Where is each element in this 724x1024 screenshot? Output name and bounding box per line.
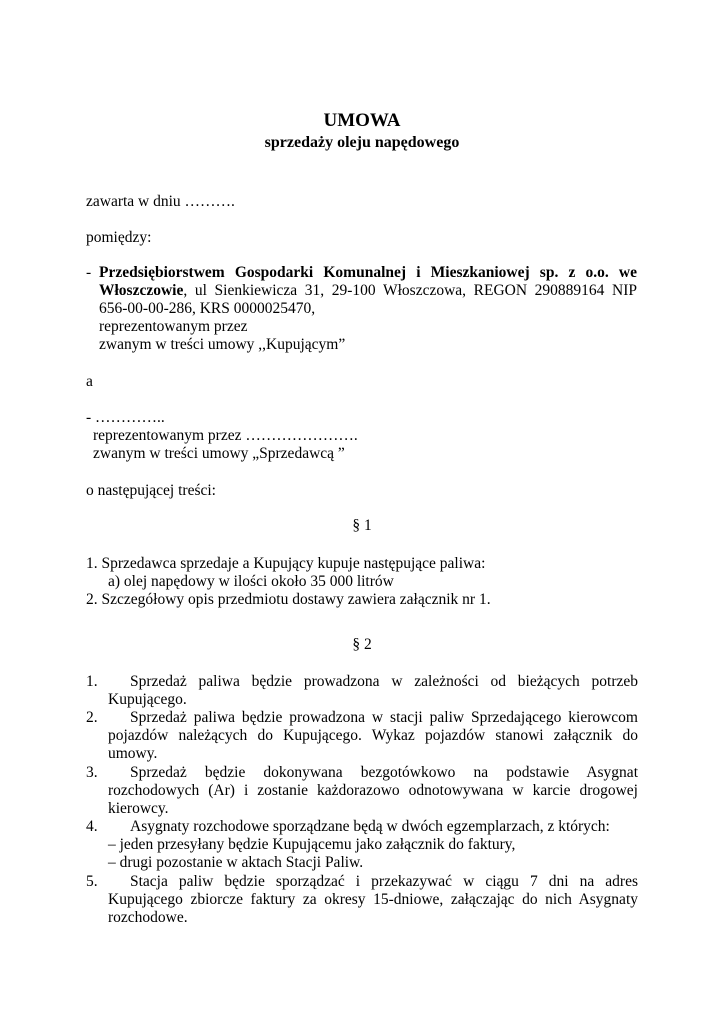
section2-item4-line3: – drugi pozostanie w aktach Stacji Paliw. — [108, 854, 364, 871]
section1-item2: 2. Szczegółowy opis przedmiotu dostawy zawiera załącznik nr 1. — [86, 591, 491, 608]
section2-item4-line1: Asygnaty rozchodowe sporządzane będą w dwóch egzemplarzach, z których: — [130, 818, 610, 835]
section2-item5-number: 5. — [86, 873, 98, 890]
page-title: UMOWA — [323, 110, 401, 131]
section2-item4-number: 4. — [86, 818, 98, 835]
section2-item3-line2 — [108, 782, 638, 800]
section2-heading: § 2 — [352, 636, 372, 653]
page-subtitle: sprzedaży oleju napędowego — [264, 134, 460, 151]
seller-dash-line: - ………….. — [86, 409, 165, 426]
buyer-address-rest: , ul Sienkiewicza 31, 29-100 Włoszczowa, REGON 290889164 NIP — [183, 282, 637, 299]
seller-represented: reprezentowanym przez …………………. — [93, 427, 358, 444]
section2-item3-text2: rozchodowych (Ar) i zostanie każdorazowo odnotowywana w karcie drogowej — [108, 782, 638, 799]
buyer-name-line — [99, 264, 637, 282]
section2-item2-line2 — [108, 727, 638, 745]
between-label: pomiędzy: — [86, 229, 152, 246]
section2-item3-number: 3. — [86, 764, 98, 781]
section1-item1: 1. Sprzedawca sprzedaje a Kupujący kupuje następujące paliwa: — [86, 555, 486, 572]
date-line: zawarta w dniu ………. — [86, 193, 235, 210]
section2-item2-text2: pojazdów należących do Kupującego. Wykaz pojazdów stanowi załącznik do — [108, 727, 638, 744]
section2-item2-text1: Sprzedaż paliwa będzie prowadzona w stacji paliw Sprzedającego kierowcom — [130, 709, 638, 726]
section2-item5-line2 — [108, 891, 638, 909]
section2-item5-line1 — [130, 873, 638, 891]
section2-item3-line1 — [130, 764, 638, 782]
section2-item2-line1 — [130, 709, 638, 727]
section1-heading: § 1 — [352, 517, 372, 534]
section2-item1-number: 1. — [86, 673, 98, 690]
buyer-name-part1: Przedsiębiorstwem Gospodarki Komunalnej i Mieszkaniowej sp. z o.o. we — [99, 264, 637, 281]
section2-item4-line2: – jeden przesyłany będzie Kupującemu jako załącznik do faktury, — [108, 836, 516, 853]
buyer-called: zwanym w treści umowy ,,Kupującym” — [99, 336, 346, 353]
section2-item1-line2: Kupującego. — [108, 691, 187, 708]
section2-item3-line3: kierowcy. — [108, 800, 169, 817]
section2-item2-line3: umowy. — [108, 745, 158, 762]
section2-item2-number: 2. — [86, 709, 98, 726]
and-label: a — [86, 373, 93, 390]
buyer-represented: reprezentowanym przez — [99, 318, 248, 335]
buyer-address-line2: 656-00-00-286, KRS 0000025470, — [99, 300, 316, 317]
section2-item1-line1 — [130, 673, 638, 691]
section2-item3-text1: Sprzedaż będzie dokonywana bezgotówkowo na podstawie Asygnat — [130, 764, 638, 781]
section2-item5-text2: Kupującego zbiorcze faktury za okresy 15-dniowe, załączając do nich Asygnaty — [108, 891, 638, 908]
section2-item1-text1: Sprzedaż paliwa będzie prowadzona w zależności od bieżących potrzeb — [130, 673, 638, 690]
seller-called: zwanym w treści umowy „Sprzedawcą ” — [93, 445, 345, 462]
section2-item5-line3: rozchodowe. — [108, 909, 188, 926]
buyer-dash: - — [86, 264, 92, 281]
buyer-name-part2: Włoszczowie — [99, 282, 184, 299]
following-label: o następującej treści: — [86, 482, 216, 499]
buyer-address-line1 — [99, 282, 637, 300]
section2-item5-text1: Stacja paliw będzie sporządzać i przekazywać w ciągu 7 dni na adres — [130, 873, 638, 890]
section1-item1a: a) olej napędowy w ilości około 35 000 litrów — [108, 573, 394, 590]
